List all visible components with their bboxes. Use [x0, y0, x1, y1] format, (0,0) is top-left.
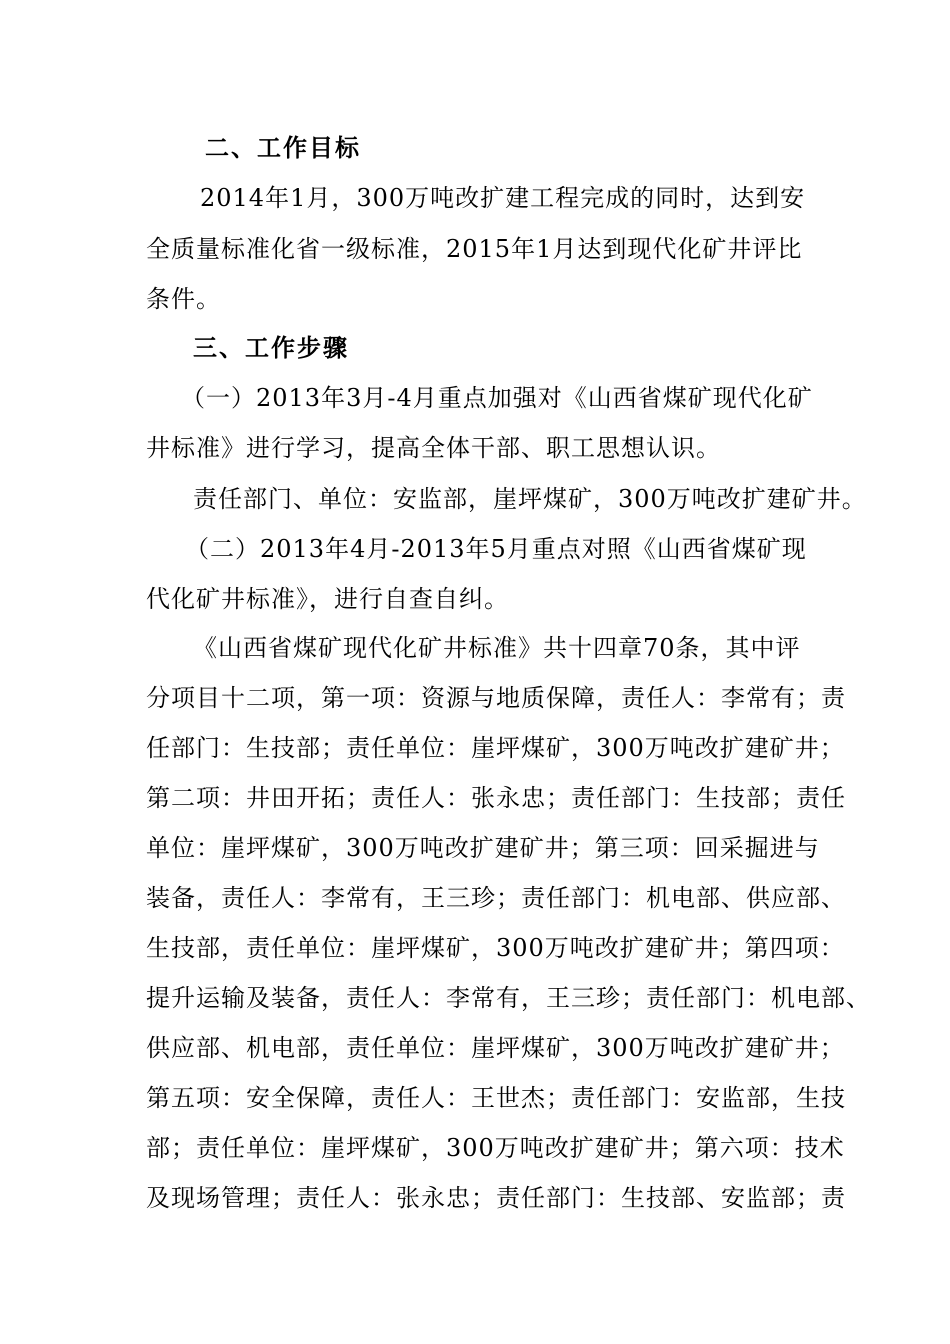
step1-responsible-line: 责任部门、单位：安监部，崖坪煤矿，300万吨改扩建矿井。: [193, 485, 867, 513]
standard-paragraph-line: 生技部，责任单位：崖坪煤矿，300万吨改扩建矿井；第四项：: [146, 934, 845, 962]
standard-paragraph-line: 装备，责任人：李常有，王三珍；责任部门：机电部、供应部、: [146, 884, 846, 912]
standard-paragraph-line: 提升运输及装备，责任人：李常有，王三珍；责任部门：机电部、: [146, 984, 871, 1012]
step1-line: 井标准》进行学习，提高全体干部、职工思想认识。: [146, 434, 721, 462]
standard-paragraph-line: 供应部、机电部，责任单位：崖坪煤矿，300万吨改扩建矿井；: [146, 1034, 845, 1062]
step1-line: （一）2013年3月-4月重点加强对《山西省煤矿现代化矿: [181, 384, 813, 412]
section-heading-goals: 二、工作目标: [205, 134, 361, 162]
goals-paragraph-line: 2014年1月，300万吨改扩建工程完成的同时，达到安: [200, 184, 806, 212]
section-heading-steps: 三、工作步骤: [193, 334, 349, 362]
goals-paragraph-line: 条件。: [146, 285, 221, 313]
step2-line: 代化矿井标准》，进行自查自纠。: [146, 585, 509, 613]
standard-paragraph-line: 《山西省煤矿现代化矿井标准》共十四章70条，其中评: [193, 634, 801, 662]
standard-paragraph-line: 第二项：井田开拓；责任人：张永忠；责任部门：生技部；责任: [146, 784, 846, 812]
standard-paragraph-line: 第五项：安全保障，责任人：王世杰；责任部门：安监部，生技: [146, 1084, 846, 1112]
standard-paragraph-line: 单位：崖坪煤矿，300万吨改扩建矿井；第三项：回采掘进与: [146, 834, 820, 862]
standard-paragraph-line: 分项目十二项，第一项：资源与地质保障，责任人：李常有；责: [146, 684, 846, 712]
standard-paragraph-line: 部；责任单位：崖坪煤矿，300万吨改扩建矿井；第六项：技术: [146, 1134, 845, 1162]
goals-paragraph-line: 全质量标准化省一级标准，2015年1月达到现代化矿井评比: [146, 235, 803, 263]
step2-line: （二）2013年4月-2013年5月重点对照《山西省煤矿现: [185, 535, 807, 563]
standard-paragraph-line: 及现场管理；责任人：张永忠；责任部门：生技部、安监部；责: [146, 1184, 846, 1212]
standard-paragraph-line: 任部门：生技部；责任单位：崖坪煤矿，300万吨改扩建矿井；: [146, 734, 845, 762]
